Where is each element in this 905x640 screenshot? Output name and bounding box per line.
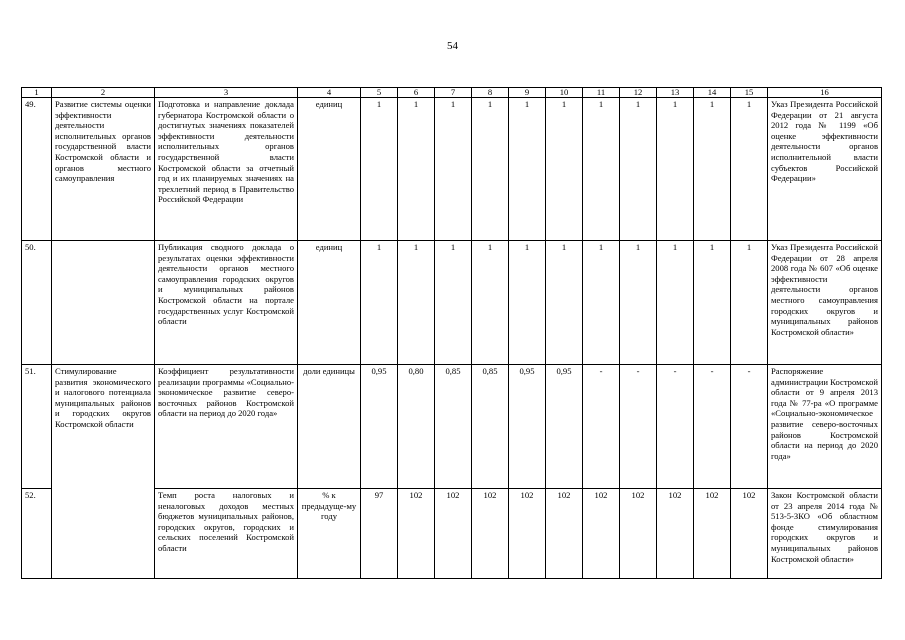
column-number: 14 — [694, 88, 731, 98]
column-number: 11 — [583, 88, 620, 98]
basis-cell: Закон Костромской области от 23 апреля 2014 года № 513-5-ЗКО «Об областном фонде стимулирования городских округов и муниципальных районов Костромской области» — [768, 489, 882, 579]
value-cell: 0,95 — [361, 365, 398, 489]
value-cell: 1 — [472, 98, 509, 241]
value-cell: 1 — [583, 98, 620, 241]
value-cell: - — [620, 365, 657, 489]
column-number: 8 — [472, 88, 509, 98]
column-number: 1 — [22, 88, 52, 98]
row-number: 49. — [22, 98, 52, 241]
column-number: 3 — [155, 88, 298, 98]
value-cell: 1 — [620, 241, 657, 365]
value-cell: 0,95 — [546, 365, 583, 489]
column-number-row — [22, 88, 882, 98]
value-cell: 1 — [694, 241, 731, 365]
value-cell: 1 — [435, 98, 472, 241]
basis-cell: Распоряжение администрации Костромской области от 9 апреля 2013 года № 77-ра «О программе «Социально-экономическое развитие северо-восточных районов Костромской области на период до 2020 года» — [768, 365, 882, 489]
value-cell: 1 — [657, 98, 694, 241]
indicator-cell: Публикация сводного доклада о результатах оценки эффективности деятельности органов местного самоуправления городских округов и муниципальных районов Костромской области на портале государственных услуг Костромской области — [155, 241, 298, 365]
value-cell: 102 — [731, 489, 768, 579]
value-cell: 1 — [546, 241, 583, 365]
column-number: 2 — [52, 88, 155, 98]
value-cell: 0,85 — [472, 365, 509, 489]
unit-cell: единиц — [298, 98, 361, 241]
unit-cell: доли единицы — [298, 365, 361, 489]
task-cell: Развитие системы оценки эффективности деятельности исполнительных органов государственной власти Костромской области и органов местного самоуправления — [52, 98, 155, 241]
column-number: 9 — [509, 88, 546, 98]
table-row — [22, 98, 882, 241]
table-row — [22, 365, 882, 489]
indicator-cell: Коэффициент результативности реализации программы «Социально-экономическое развитие северо-восточных районов Костромской области на период до 2020 года» — [155, 365, 298, 489]
value-cell: - — [731, 365, 768, 489]
value-cell: 1 — [361, 98, 398, 241]
value-cell: 1 — [509, 241, 546, 365]
column-number: 15 — [731, 88, 768, 98]
value-cell: 1 — [546, 98, 583, 241]
value-cell: 102 — [694, 489, 731, 579]
value-cell: 102 — [509, 489, 546, 579]
column-number: 12 — [620, 88, 657, 98]
value-cell: 1 — [731, 98, 768, 241]
page-number: 54 — [447, 40, 458, 52]
column-number: 16 — [768, 88, 882, 98]
value-cell: 1 — [731, 241, 768, 365]
row-number: 50. — [22, 241, 52, 365]
value-cell: - — [657, 365, 694, 489]
basis-cell: Указ Президента Российской Федерации от 21 августа 2012 года № 1199 «Об оценке эффективности деятельности органов исполнительной власти субъектов Российской Федерации» — [768, 98, 882, 241]
unit-cell: единиц — [298, 241, 361, 365]
value-cell: - — [694, 365, 731, 489]
value-cell: 102 — [620, 489, 657, 579]
column-number: 4 — [298, 88, 361, 98]
task-cell: Стимулирование развития экономического и налогового потенциала муниципальных районов и городских округов Костромской области — [52, 365, 155, 579]
basis-cell: Указ Президента Российской Федерации от 28 апреля 2008 года № 607 «Об оценке эффективности деятельности органов местного самоуправления городских округов и муниципальных районов Костромской области» — [768, 241, 882, 365]
value-cell: 102 — [398, 489, 435, 579]
value-cell: 1 — [435, 241, 472, 365]
value-cell: 0,95 — [509, 365, 546, 489]
value-cell: 1 — [361, 241, 398, 365]
value-cell: 1 — [472, 241, 509, 365]
value-cell: 1 — [509, 98, 546, 241]
unit-cell: % к предыдуще-му году — [298, 489, 361, 579]
task-cell — [52, 241, 155, 365]
value-cell: 1 — [694, 98, 731, 241]
column-number: 7 — [435, 88, 472, 98]
column-number: 6 — [398, 88, 435, 98]
column-number: 10 — [546, 88, 583, 98]
indicators-table — [21, 87, 882, 579]
column-number: 5 — [361, 88, 398, 98]
indicator-cell: Темп роста налоговых и неналоговых доходов местных бюджетов муниципальных районов, городских округов, городских и сельских поселений Костромской области — [155, 489, 298, 579]
value-cell: 102 — [583, 489, 620, 579]
value-cell: - — [583, 365, 620, 489]
value-cell: 1 — [398, 98, 435, 241]
value-cell: 1 — [583, 241, 620, 365]
value-cell: 97 — [361, 489, 398, 579]
table-row — [22, 241, 882, 365]
row-number: 51. — [22, 365, 52, 489]
value-cell: 1 — [657, 241, 694, 365]
value-cell: 102 — [546, 489, 583, 579]
indicator-cell: Подготовка и направление доклада губернатора Костромской области о достигнутых значениях показателей эффективности деятельности исполнительных органов государственной власти Костромской области за отчетный год и их планируемых значениях на трехлетний период в Правительство Российской Федерации — [155, 98, 298, 241]
value-cell: 1 — [398, 241, 435, 365]
value-cell: 1 — [620, 98, 657, 241]
value-cell: 102 — [435, 489, 472, 579]
value-cell: 102 — [657, 489, 694, 579]
value-cell: 102 — [472, 489, 509, 579]
value-cell: 0,80 — [398, 365, 435, 489]
column-number: 13 — [657, 88, 694, 98]
value-cell: 0,85 — [435, 365, 472, 489]
row-number: 52. — [22, 489, 52, 579]
